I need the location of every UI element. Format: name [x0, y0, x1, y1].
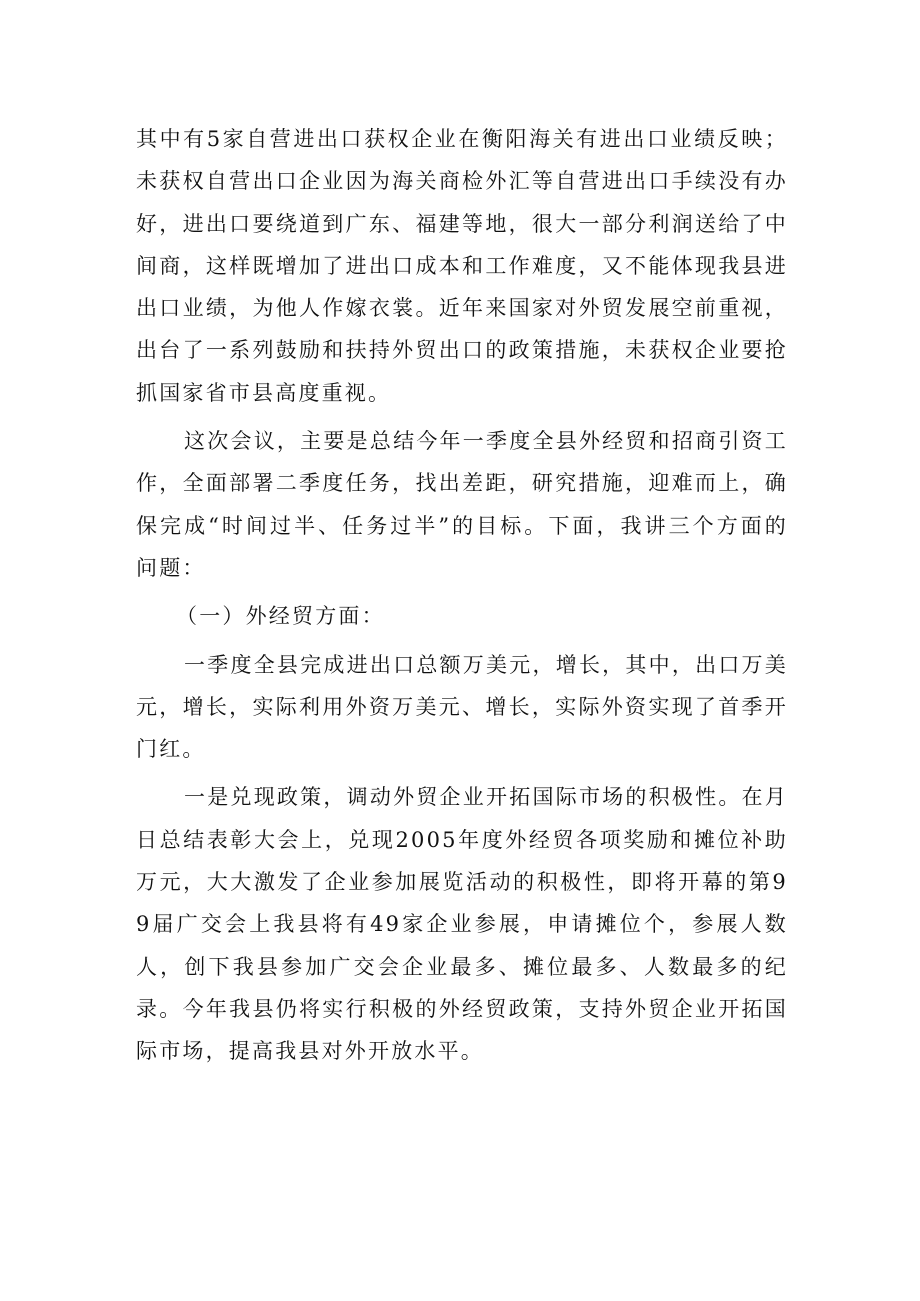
- document-body: [136, 118, 788, 1079]
- paragraph-policy-implementation: 一是兑现政策，调动外贸企业开拓国际市场的积极性。在月日总结表彰大会上，兑现2005年度外经贸各项奖励和摊位补助万元，大大激发了企业参加展览活动的积极性，即将开幕的第99届广交会上我县将有49家企业参展，申请摊位个，参展人数人，创下我县参加广交会企业最多、摊位最多、人数最多的纪录。今年我县仍将实行积极的外经贸政策，支持外贸企业开拓国际市场，提高我县对外开放水平。: [136, 785, 788, 1064]
- paragraph-meeting-purpose: 这次会议，主要是总结今年一季度全县外经贸和招商引资工作，全面部署二季度任务，找出差距，研究措施，迎难而上，确保完成“时间过半、任务过半”的目标。下面，我讲三个方面的问题：: [136, 429, 788, 580]
- paragraph-continuation: 其中有5家自营进出口获权企业在衡阳海关有进出口业绩反映；未获权自营出口企业因为海关商检外汇等自营进出口手续没有办好，进出口要绕道到广东、福建等地，很大一部分利润送给了中间商，这样既增加了进出口成本和工作难度，又不能体现我县进出口业绩，为他人作嫁衣裳。近年来国家对外贸发展空前重视，出台了一系列鼓励和扶持外贸出口的政策措施，未获权企业要抢抓国家省市县高度重视。: [136, 127, 788, 405]
- paragraph-q1-results: 一季度全县完成进出口总额万美元，增长，其中，出口万美元，增长，实际利用外资万美元、增长，实际外资实现了首季开门红。: [136, 652, 788, 762]
- section-heading-foreign-trade: （一）外经贸方面：: [176, 604, 385, 629]
